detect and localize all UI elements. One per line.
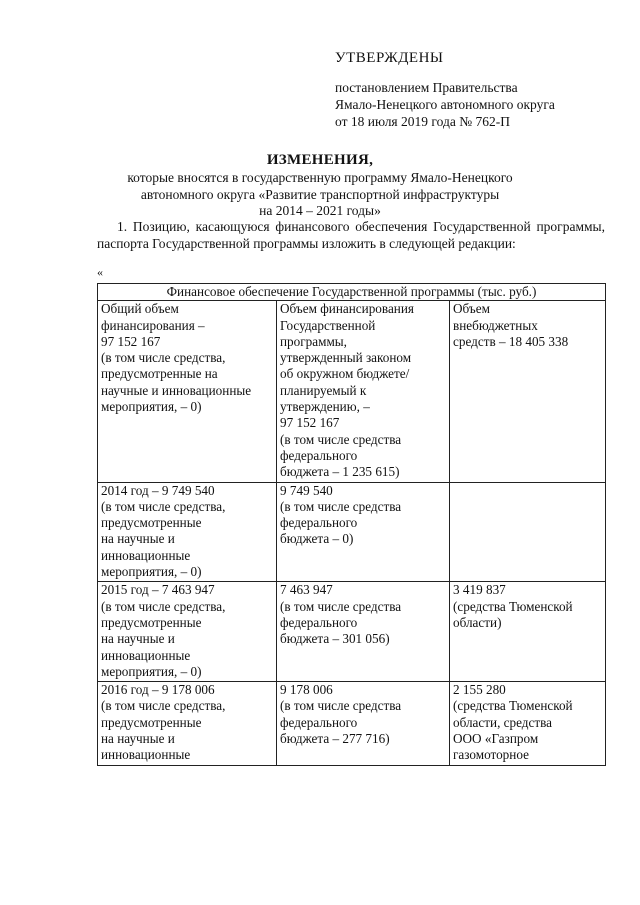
- cell-line: об окружном бюджете/: [280, 366, 410, 382]
- cell-line: утвержденный законом: [280, 350, 412, 366]
- table-header-row: [98, 284, 606, 301]
- cell-line: (в том числе средства,: [101, 498, 226, 514]
- cell-line: 9 749 540: [280, 482, 333, 498]
- cell-line: предусмотренные: [101, 614, 202, 630]
- cell-line: планируемый к: [280, 382, 367, 398]
- cell-line: научные и инновационные: [101, 382, 252, 398]
- cell-line: ООО «Газпром: [453, 731, 539, 747]
- cell-line: Объем финансирования: [280, 301, 414, 317]
- cell-line: (в том числе средства,: [101, 598, 226, 614]
- cell-line: предусмотренные: [101, 515, 202, 531]
- cell-line: области): [453, 614, 502, 630]
- cell-line: бюджета – 277 716): [280, 731, 390, 747]
- cell-line: бюджета – 1 235 615): [280, 464, 400, 480]
- cell-line: на научные и: [101, 631, 175, 647]
- subtitle-line: на 2014 – 2021 годы»: [259, 203, 381, 218]
- approval-details: [335, 79, 555, 130]
- cell-line: 2016 год – 9 178 006: [101, 682, 215, 698]
- table-row: [98, 582, 606, 682]
- table-row: [98, 682, 606, 765]
- cell-line: бюджета – 0): [280, 531, 354, 547]
- table-cell: [98, 482, 277, 582]
- amendment-paragraph: 1. Позицию, касающуюся финансового обеспечения Государственной программы, паспорта Государственной программы изложить в следующей редакции:: [97, 219, 605, 251]
- cell-line: предусмотренные: [101, 714, 202, 730]
- cell-line: финансирования –: [101, 317, 205, 333]
- cell-line: 3 419 837: [453, 582, 506, 598]
- cell-line: 97 152 167: [280, 415, 340, 431]
- document-subtitle: [0, 170, 640, 220]
- cell-line: (в том числе средства: [280, 698, 402, 714]
- cell-line: 97 152 167: [101, 333, 161, 349]
- cell-line: мероприятия, – 0): [101, 663, 202, 679]
- cell-line: предусмотренные на: [101, 366, 218, 382]
- cell-line: программы,: [280, 333, 347, 349]
- table-cell: [98, 301, 277, 482]
- table-cell: [277, 682, 450, 765]
- cell-line: Государственной: [280, 317, 376, 333]
- cell-line: 7 463 947: [280, 582, 333, 598]
- approval-heading: УТВЕРЖДЕНЫ: [335, 50, 444, 66]
- cell-line: Объем: [453, 301, 490, 317]
- approval-line: постановлением Правительства: [335, 80, 518, 95]
- cell-line: федерального: [280, 714, 358, 730]
- cell-line: на научные и: [101, 531, 175, 547]
- table-row: [98, 301, 606, 482]
- cell-line: (в том числе средства: [280, 598, 402, 614]
- cell-line: мероприятия, – 0): [101, 399, 202, 415]
- cell-line: 2 155 280: [453, 682, 506, 698]
- table-cell: [98, 682, 277, 765]
- cell-line: Общий объем: [101, 301, 179, 317]
- cell-line: внебюджетных: [453, 317, 538, 333]
- cell-line: федерального: [280, 447, 358, 463]
- cell-line: утверждению, –: [280, 399, 370, 415]
- table-cell: [450, 301, 606, 482]
- cell-line: федерального: [280, 614, 358, 630]
- table-cell: [450, 682, 606, 765]
- approval-line: от 18 июля 2019 года № 762-П: [335, 114, 510, 129]
- table-row: [98, 482, 606, 582]
- cell-line: федерального: [280, 515, 358, 531]
- cell-line: (в том числе средства: [280, 431, 402, 447]
- cell-line: мероприятия, – 0): [101, 564, 202, 580]
- cell-line: (в том числе средства,: [101, 350, 226, 366]
- cell-line: (в том числе средства,: [101, 698, 226, 714]
- table-cell: [98, 582, 277, 682]
- cell-line: инновационные: [101, 547, 191, 563]
- approval-line: Ямало-Ненецкого автономного округа: [335, 97, 555, 112]
- cell-line: области, средства: [453, 714, 553, 730]
- cell-line: инновационные: [101, 647, 191, 663]
- cell-line: 9 178 006: [280, 682, 333, 698]
- cell-line: инновационные: [101, 747, 191, 763]
- cell-line: (средства Тюменской: [453, 598, 573, 614]
- table-cell: [450, 482, 606, 582]
- subtitle-line: которые вносятся в государственную программу Ямало-Ненецкого: [127, 170, 513, 185]
- table-cell: [277, 301, 450, 482]
- table-header-cell: Финансовое обеспечение Государственной программы (тыс. руб.): [98, 284, 606, 301]
- cell-line: (средства Тюменской: [453, 698, 573, 714]
- cell-line: 2014 год – 9 749 540: [101, 482, 215, 498]
- table-cell: [277, 482, 450, 582]
- subtitle-line: автономного округа «Развитие транспортной инфраструктуры: [140, 186, 500, 202]
- cell-line: газомоторное: [453, 747, 529, 763]
- table-cell: [450, 582, 606, 682]
- opening-quote: «: [97, 265, 103, 279]
- financing-table: [97, 283, 606, 766]
- cell-line: (в том числе средства: [280, 498, 402, 514]
- document-title: ИЗМЕНЕНИЯ,: [266, 152, 374, 168]
- cell-line: средств – 18 405 338: [453, 333, 569, 349]
- table-cell: [277, 582, 450, 682]
- cell-line: бюджета – 301 056): [280, 631, 390, 647]
- cell-line: на научные и: [101, 731, 175, 747]
- cell-line: 2015 год – 7 463 947: [101, 582, 215, 598]
